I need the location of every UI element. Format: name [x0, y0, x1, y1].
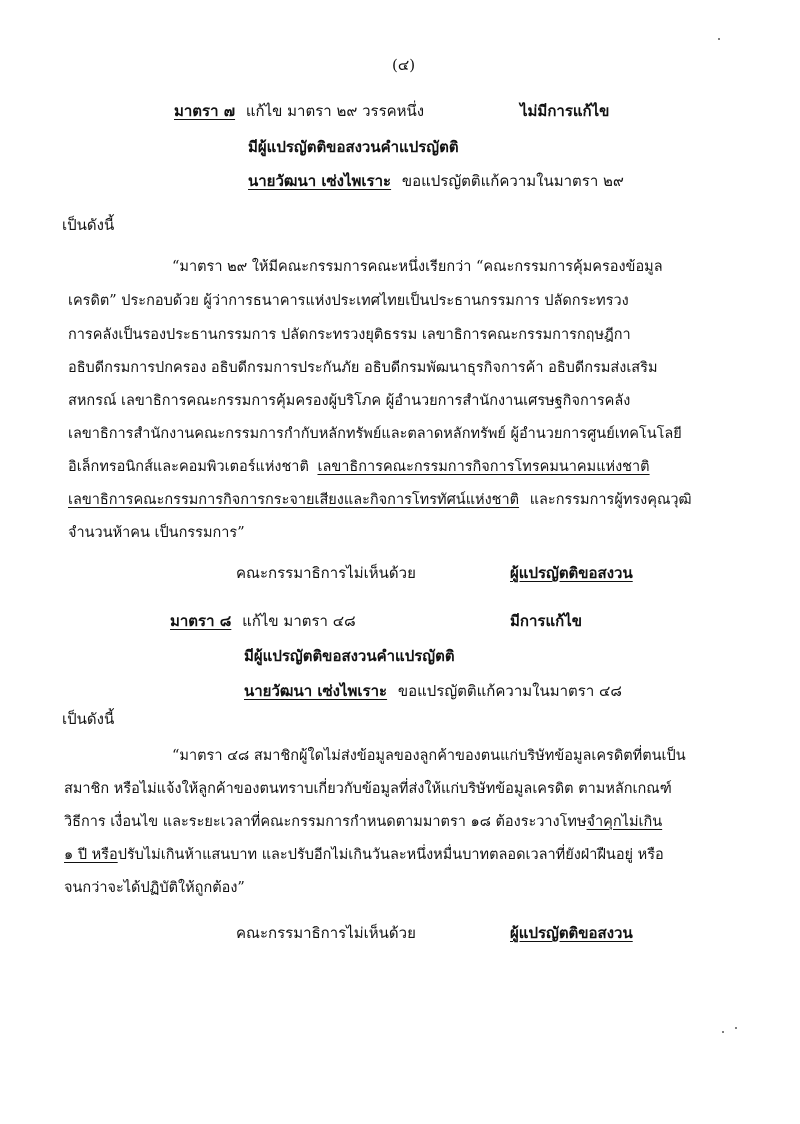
section7-note: มีผู้แปรญัตติขอสงวนคำแปรญัตติ — [248, 138, 459, 156]
section7-text-line: อธิบดีกรมการปกครอง อธิบดีกรมการประกันภัย อธิบดีกรมพัฒนาธุรกิจการค้า อธิบดีกรมส่งเสริม — [68, 360, 658, 376]
section8-title: แก้ไข มาตรา ๔๘ — [242, 612, 356, 630]
section7-text-line — [68, 455, 650, 478]
section7-line8-underlined: เลขาธิการคณะกรรมการกิจการกระจายเสียงและกิจการโทรทัศน์แห่งชาติ — [68, 492, 520, 508]
section8-reserve: ผู้แปรญัตติขอสงวน — [510, 924, 633, 942]
section7-label: มาตรา ๗ — [174, 102, 236, 120]
section8-line3-plain: วิธีการ เงื่อนไข และระยะเวลาที่คณะกรรมการกำหนดตามมาตรา ๑๘ ต้องระวางโทษ — [64, 814, 587, 830]
scan-speck — [722, 1031, 724, 1033]
section7-intro: เป็นดังนี้ — [62, 216, 115, 234]
section8-text-line: “มาตรา ๔๘ สมาชิกผู้ใดไม่ส่งข้อมูลของลูกค้าของตนแก่บริษัทข้อมูลเครดิตที่ตนเป็น — [172, 748, 686, 764]
section7-status: ไม่มีการแก้ไข — [520, 102, 610, 120]
section8-member-name: นายวัฒนา เซ่งไพเราะ — [244, 682, 388, 700]
section8-line4-plain: ปรับไม่เกินห้าแสนบาท และปรับอีกไม่เกินวันละหนึ่งหมื่นบาทตลอดเวลาที่ยังฝ่าฝืนอยู่ หรือ — [117, 847, 664, 863]
section7-header — [174, 100, 424, 122]
section7-text-line: การคลังเป็นรองประธานกรรมการ ปลัดกระทรวงยุติธรรม เลขาธิการคณะกรรมการกฤษฎีกา — [68, 327, 631, 343]
section7-line7-plain: อิเล็กทรอนิกส์และคอมพิวเตอร์แห่งชาติ — [68, 459, 309, 475]
section8-line3-underlined: จำคุกไม่เกิน — [586, 814, 663, 830]
section8-member-request: ขอแปรญัตติแก้ความในมาตรา ๔๘ — [397, 682, 622, 700]
section8-text-line: จนกว่าจะได้ปฏิบัติให้ถูกต้อง” — [64, 880, 245, 896]
section7-committee: คณะกรรมาธิการไม่เห็นด้วย — [236, 564, 416, 582]
section8-committee: คณะกรรมาธิการไม่เห็นด้วย — [236, 924, 416, 942]
section8-line4-underlined: ๑ ปี หรือ — [64, 847, 118, 863]
section7-member-name: นายวัฒนา เซ่งไพเราะ — [248, 172, 392, 190]
section7-title: แก้ไข มาตรา ๒๙ วรรคหนึ่ง — [245, 102, 425, 120]
section8-member-line — [244, 680, 622, 702]
section8-status: มีการแก้ไข — [510, 612, 582, 630]
section7-text-line: เครดิต” ประกอบด้วย ผู้ว่าการธนาคารแห่งประเทศไทยเป็นประธานกรรมการ ปลัดกระทรวง — [68, 293, 629, 309]
section7-text-line: เลขาธิการสำนักงานคณะกรรมการกำกับหลักทรัพย์และตลาดหลักทรัพย์ ผู้อำนวยการศูนย์เทคโนโลยี — [68, 426, 682, 442]
section8-intro: เป็นดังนี้ — [62, 710, 115, 728]
section7-text-line: สหกรณ์ เลขาธิการคณะกรรมการคุ้มครองผู้บริโภค ผู้อำนวยการสำนักงานเศรษฐกิจการคลัง — [68, 393, 631, 409]
section7-line7-underlined: เลขาธิการคณะกรรมการกิจการโทรคมนาคมแห่งชาติ — [317, 459, 650, 475]
section7-line8-plain: และกรรมการผู้ทรงคุณวุฒิ — [529, 492, 692, 508]
page-number: (๔) — [392, 56, 416, 74]
section8-text-line: สมาชิก หรือไม่แจ้งให้ลูกค้าของตนทราบเกี่ยวกับข้อมูลที่ส่งให้แก่บริษัทข้อมูลเครดิต ตามหลักเกณฑ์ — [64, 781, 672, 797]
section7-text-line — [68, 488, 692, 511]
scan-speck — [735, 1027, 737, 1029]
section8-text-line — [64, 810, 662, 833]
section7-member-line — [248, 170, 624, 192]
section7-text-line: “มาตรา ๒๙ ให้มีคณะกรรมการคณะหนึ่งเรียกว่า “คณะกรรมการคุ้มครองข้อมูล — [172, 259, 663, 275]
section7-reserve: ผู้แปรญัตติขอสงวน — [510, 564, 633, 582]
section8-text-line — [64, 843, 664, 866]
section7-member-request: ขอแปรญัตติแก้ความในมาตรา ๒๙ — [401, 172, 624, 190]
section8-header — [170, 610, 356, 632]
section7-text-line: จำนวนห้าคน เป็นกรรมการ” — [68, 525, 245, 541]
scan-speck — [718, 38, 720, 40]
section8-note: มีผู้แปรญัตติขอสงวนคำแปรญัตติ — [244, 647, 455, 665]
section8-label: มาตรา ๘ — [170, 612, 232, 630]
